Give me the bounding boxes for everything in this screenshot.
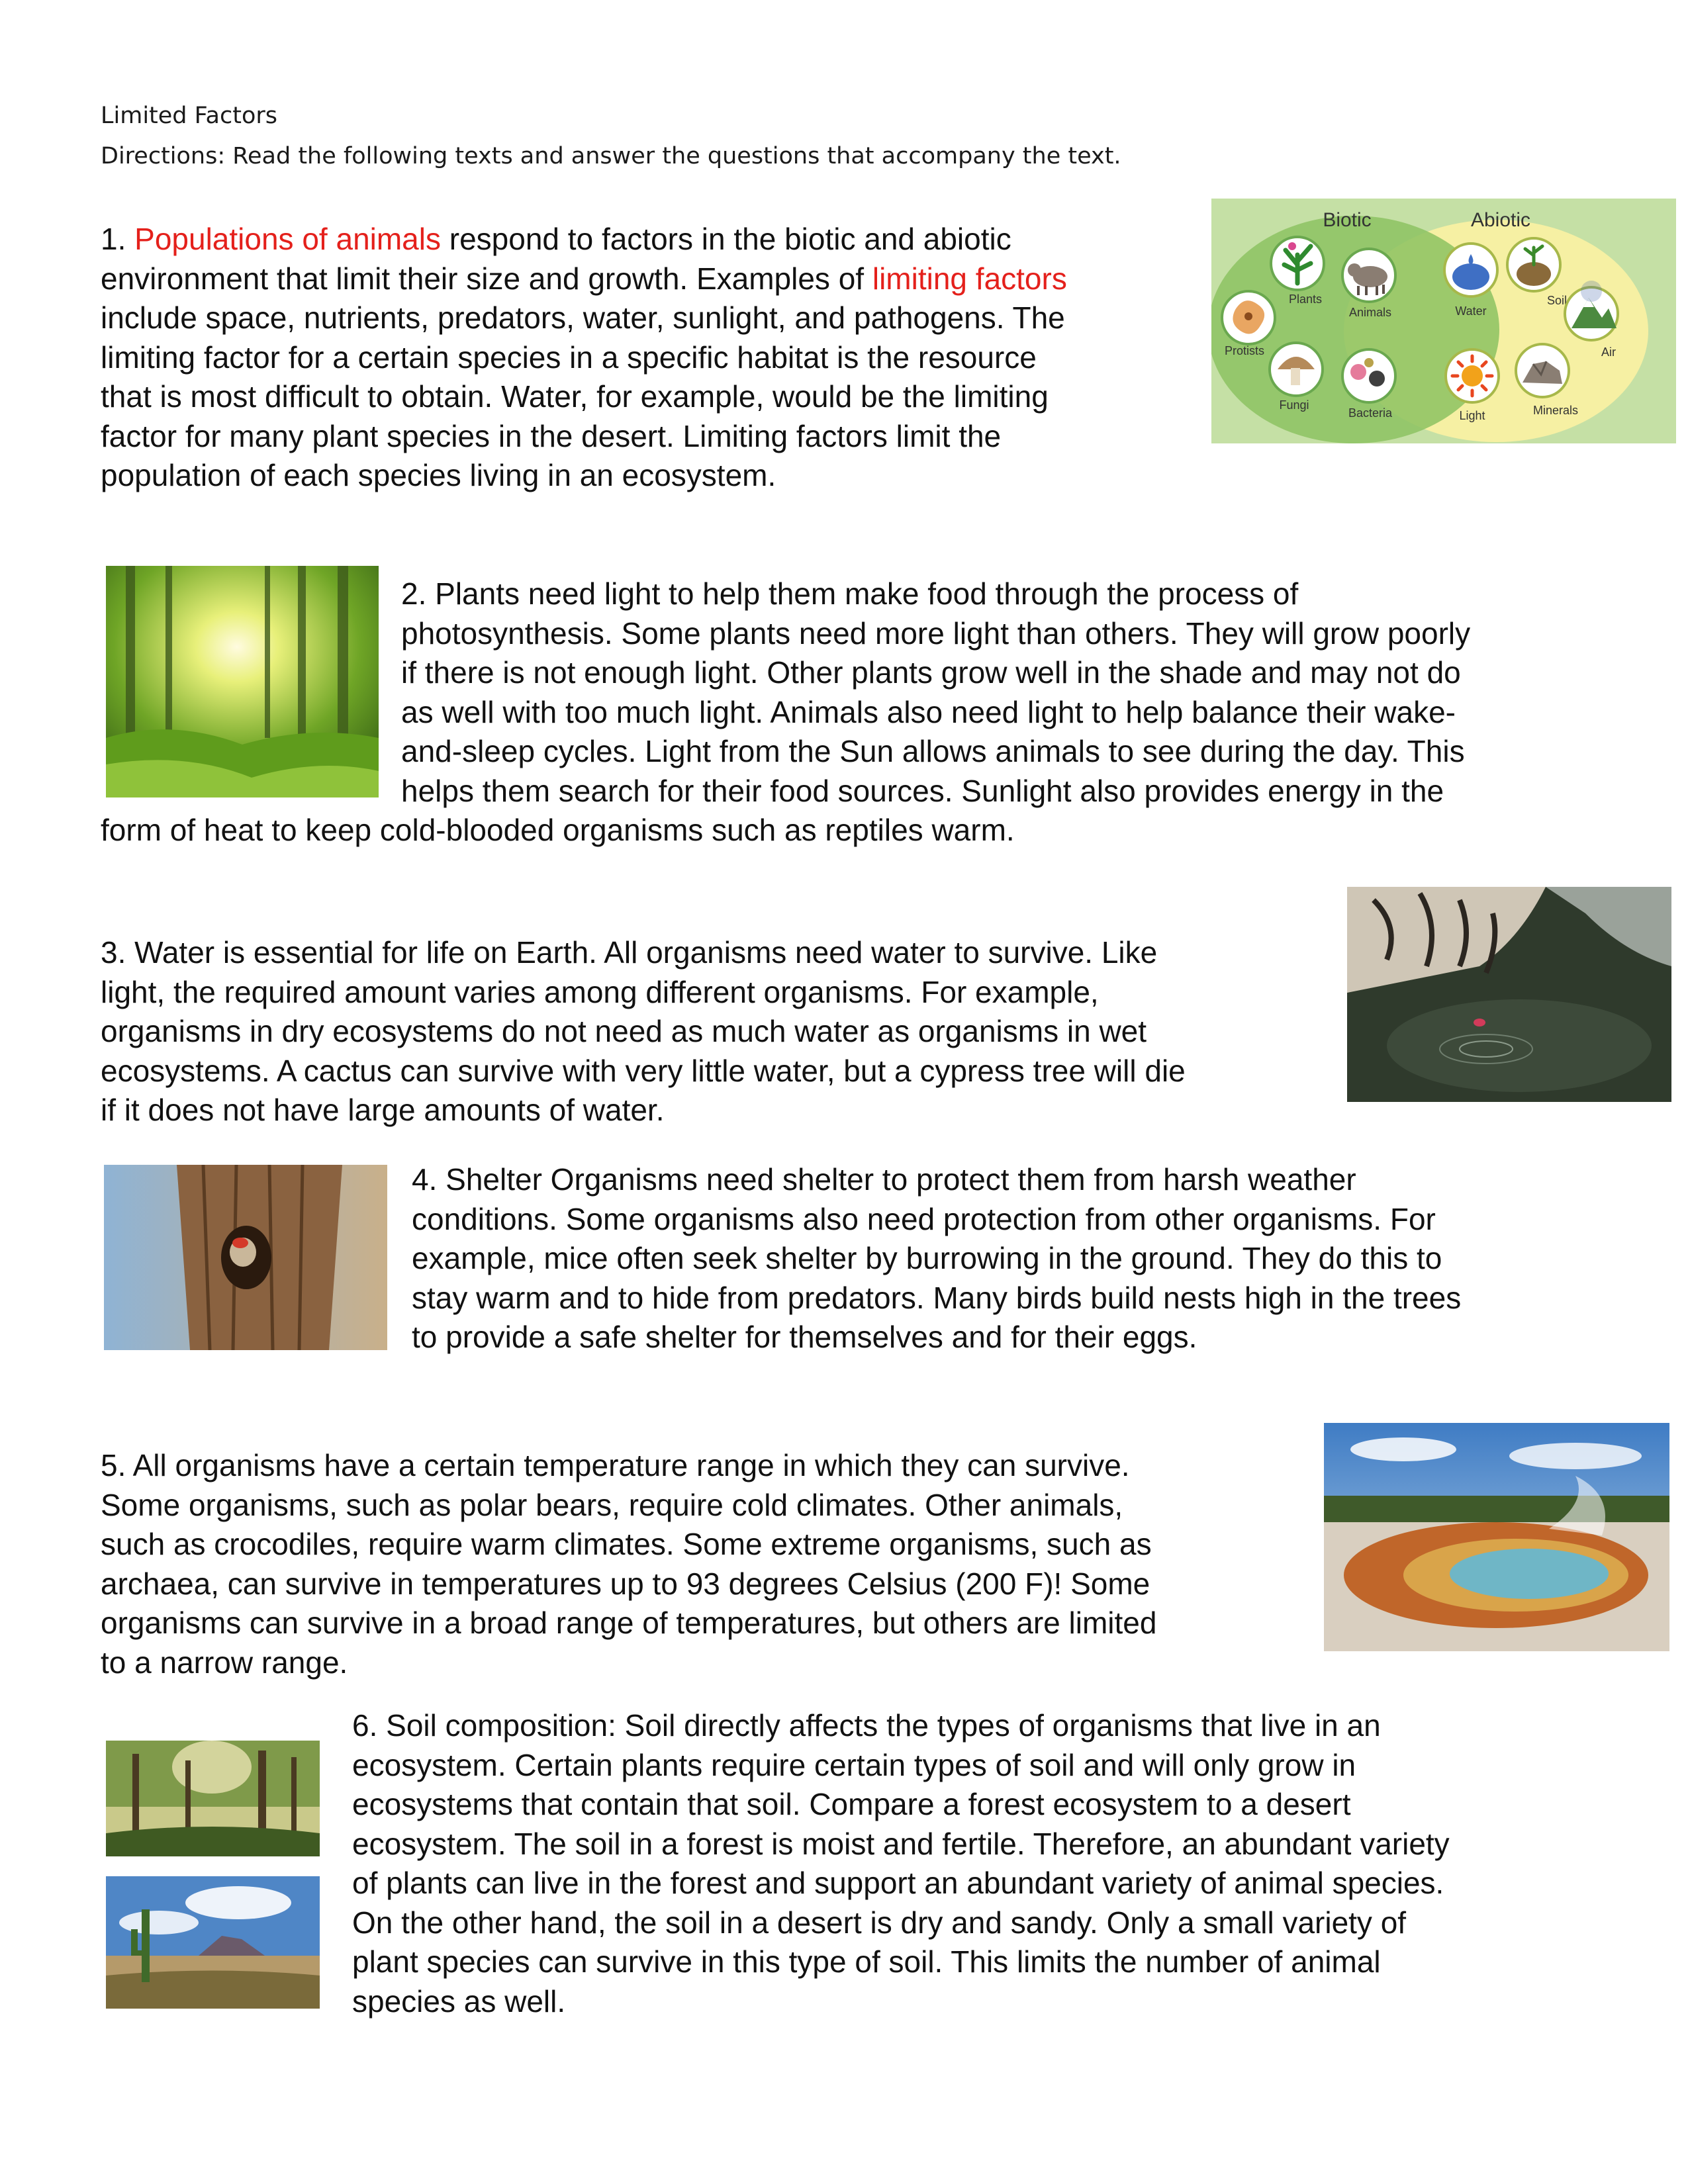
paragraph-line: to a narrow range.: [101, 1645, 348, 1680]
minerals-icon: [1516, 344, 1569, 397]
paragraph-line: light, the required amount varies among different organisms. For example,: [101, 974, 1099, 1009]
plants-icon: [1271, 237, 1324, 290]
plants-label: Plants: [1288, 293, 1323, 306]
light-icon: [1446, 349, 1499, 402]
paragraph-line: ecosystems. A cactus can survive with very little water, but a cypress tree will die: [101, 1053, 1186, 1088]
paragraph-line: photosynthesis. Some plants need more light than others. They will grow poorly: [401, 615, 1471, 651]
paragraph-line: ecosystem. The soil in a forest is moist and fertile. Therefore, an abundant variety: [352, 1826, 1450, 1861]
paragraph-line: of plants can live in the forest and support an abundant variety of animal species.: [352, 1866, 1444, 1900]
text-run: environment that limit their size and growth. Examples of: [101, 261, 872, 296]
text-run: respond to factors in the biotic and abiotic: [441, 222, 1011, 256]
paragraph-line: such as crocodiles, require warm climates. Some extreme organisms, such as: [101, 1527, 1152, 1561]
paragraph-line: ecosystem. Certain plants require certain types of soil and will only grow in: [352, 1747, 1356, 1782]
paragraph-line: plant species can survive in this type of soil. This limits the number of animal: [352, 1944, 1381, 1979]
section-5-paragraph: [101, 1446, 1156, 1682]
paragraph-line: organisms can survive in a broad range of temperatures, but others are limited: [101, 1606, 1157, 1640]
highlight-populations-of-animals: Populations of animals: [134, 222, 441, 256]
paragraph-line: and-sleep cycles. Light from the Sun allows animals to see during the day. This: [401, 734, 1465, 768]
paragraph-line: stay warm and to hide from predators. Many birds build nests high in the trees: [412, 1280, 1462, 1315]
minerals-label: Minerals: [1532, 404, 1579, 417]
page-title: Limited Factors: [101, 103, 278, 129]
bacteria-label: Bacteria: [1348, 406, 1393, 420]
paragraph-line: species as well.: [352, 1983, 566, 2019]
paragraph-line: include space, nutrients, predators, water, sunlight, and pathogens. The: [101, 300, 1065, 335]
directions-text: Directions: Read the following texts and answer the questions that accompany the text.: [101, 143, 1121, 169]
section-2-paragraph: [101, 574, 1470, 850]
bacteria-icon: [1342, 349, 1395, 402]
paragraph-line: that is most difficult to obtain. Water, for example, would be the limiting: [101, 379, 1049, 414]
water-icon: [1444, 244, 1497, 296]
paragraph-line: 3. Water is essential for life on Earth. All organisms need water to survive. Like: [101, 935, 1158, 970]
abiotic-title: Abiotic: [1470, 209, 1531, 231]
section-3-paragraph: [101, 933, 1186, 1130]
fungi-icon: [1270, 343, 1323, 396]
paragraph-line: conditions. Some organisms also need protection from other organisms. For: [412, 1201, 1436, 1236]
section-4-paragraph: [412, 1160, 1461, 1357]
paragraph-line: if there is not enough light. Other plants grow well in the shade and may not do: [401, 655, 1461, 690]
paragraph-line: population of each species living in an ecosystem.: [101, 458, 776, 492]
desert-ecosystem-photo: [106, 1876, 320, 2009]
text-run: 1.: [101, 222, 135, 256]
protists-label: Protists: [1225, 344, 1265, 357]
paragraph-line: archaea, can survive in temperatures up to 93 degrees Celsius (200 F)! Some: [101, 1566, 1150, 1601]
section-1-paragraph: [101, 220, 1067, 496]
paragraph-line: form of heat to keep cold-blooded organisms such as reptiles warm.: [101, 813, 1015, 847]
paragraph-line: limiting factor for a certain species in a specific habitat is the resource: [101, 340, 1037, 375]
paragraph-line: organisms in dry ecosystems do not need as much water as organisms in wet: [101, 1014, 1147, 1048]
paragraph-line: to provide a safe shelter for themselves and for their eggs.: [412, 1320, 1197, 1354]
tiger-drinking-photo: [1347, 887, 1671, 1102]
soil-label: Soil: [1546, 294, 1568, 307]
paragraph-line: example, mice often seek shelter by burrowing in the ground. They do this to: [412, 1241, 1442, 1275]
biotic-abiotic-diagram: [1211, 199, 1676, 443]
animals-label: Animals: [1348, 306, 1392, 319]
fungi-label: Fungi: [1279, 398, 1309, 412]
paragraph-line: if it does not have large amounts of water.: [101, 1093, 665, 1127]
paragraph-line: factor for many plant species in the desert. Limiting factors limit the: [101, 418, 1002, 453]
paragraph-line: 2. Plants need light to help them make food through the process of: [401, 576, 1299, 611]
light-label: Light: [1459, 409, 1485, 422]
woodpecker-tree-photo: [104, 1165, 387, 1350]
soil-icon: [1507, 238, 1560, 291]
biotic-title: Biotic: [1323, 209, 1372, 231]
hot-spring-photo: [1324, 1423, 1669, 1651]
paragraph-line: 4. Shelter Organisms need shelter to protect them from harsh weather: [412, 1162, 1356, 1197]
paragraph-line: as well with too much light. Animals also need light to help balance their wake-: [401, 694, 1456, 729]
water-label: Water: [1455, 304, 1487, 318]
protists-icon: [1222, 291, 1275, 344]
paragraph-line: ecosystems that contain that soil. Compare a forest ecosystem to a desert: [352, 1787, 1351, 1821]
forest-ecosystem-photo: [106, 1741, 320, 1856]
paragraph-line: helps them search for their food sources. Sunlight also provides energy in the: [401, 773, 1444, 808]
air-label: Air: [1601, 345, 1616, 359]
paragraph-line: Some organisms, such as polar bears, require cold climates. Other animals,: [101, 1487, 1123, 1522]
paragraph-line: 5. All organisms have a certain temperature range in which they can survive.: [101, 1448, 1130, 1482]
highlight-limiting-factors: limiting factors: [872, 261, 1067, 296]
paragraph-line: On the other hand, the soil in a desert is dry and sandy. Only a small variety of: [352, 1905, 1407, 1940]
paragraph-line: 6. Soil composition: Soil directly affects the types of organisms that live in an: [352, 1708, 1381, 1743]
animals-icon: [1342, 249, 1395, 302]
section-6-paragraph: [352, 1706, 1450, 2021]
